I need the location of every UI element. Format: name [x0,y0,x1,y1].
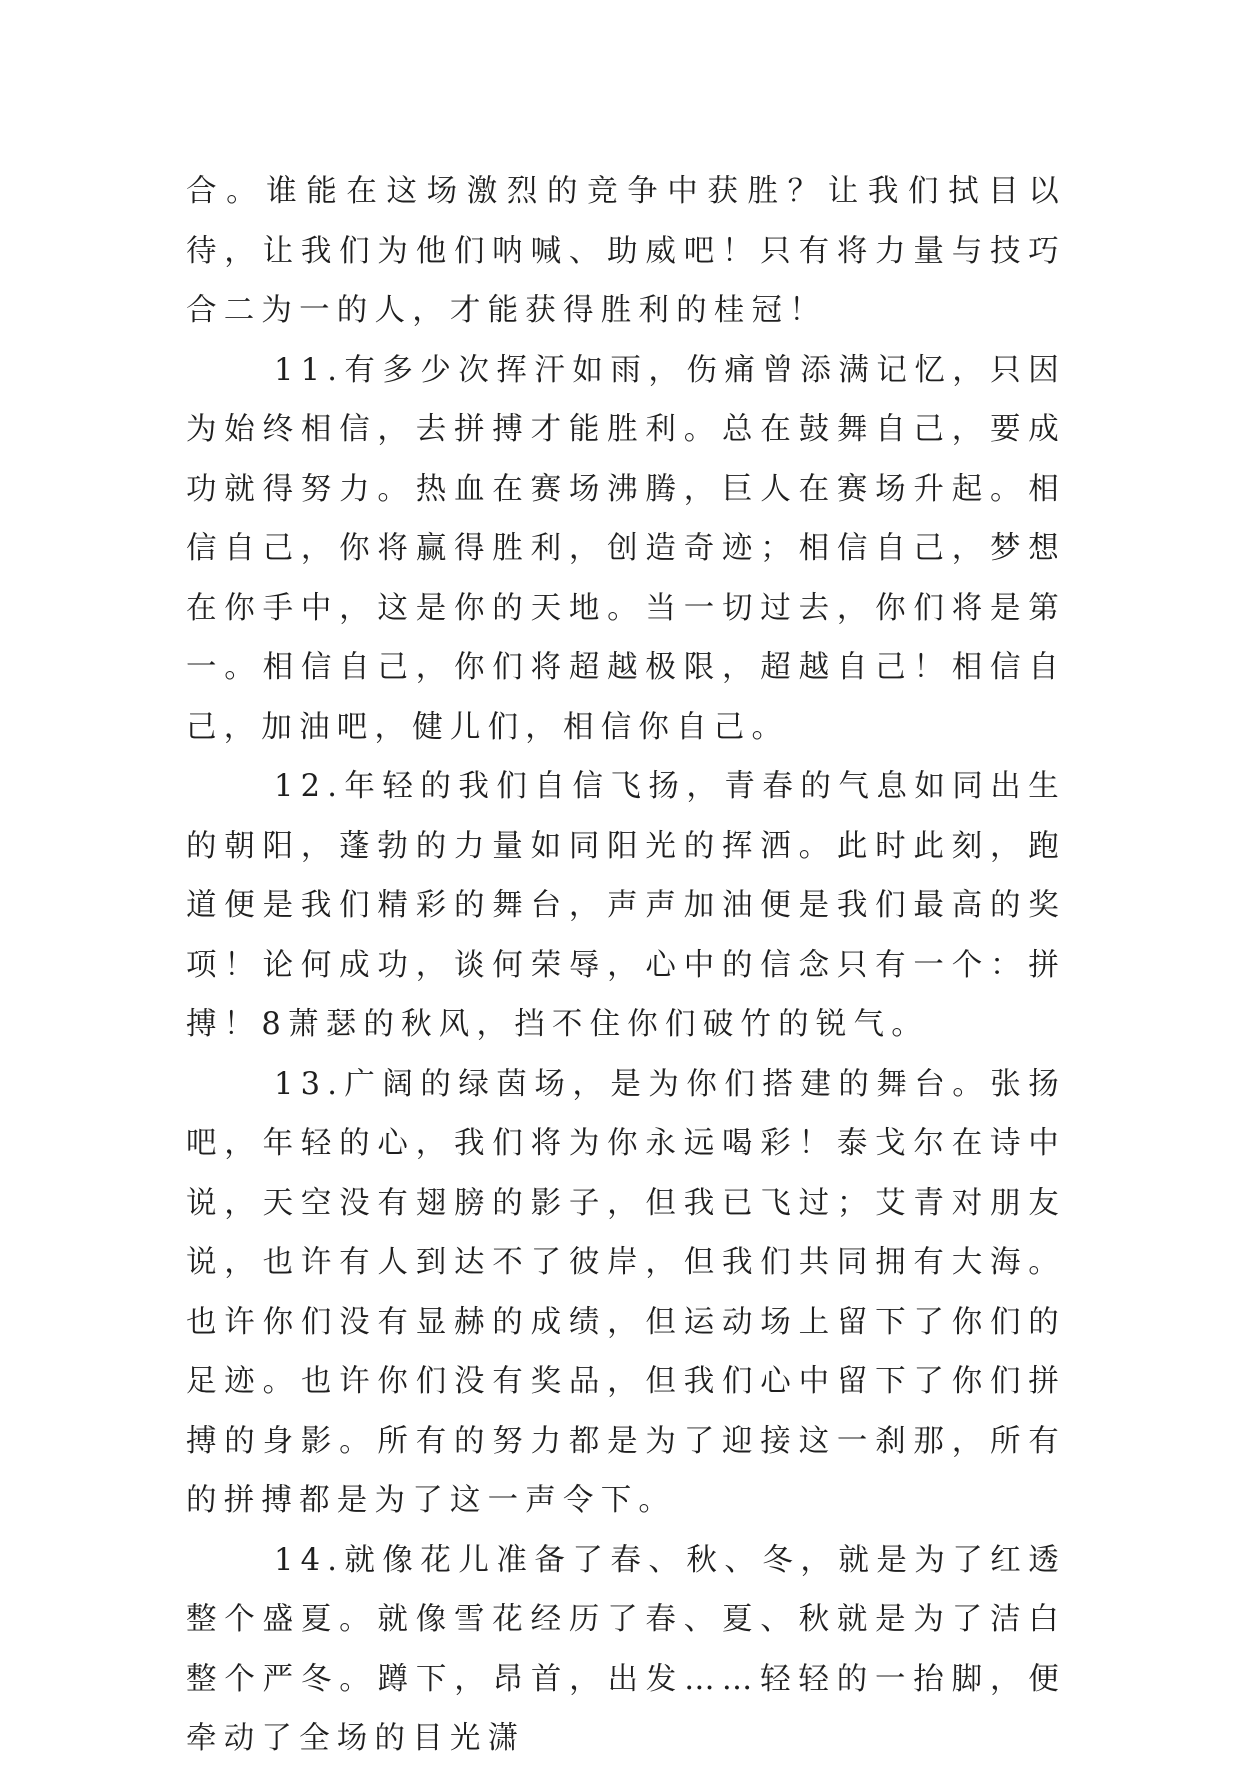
paragraph-continuation: 合。谁能在这场激烈的竞争中获胜？让我们拭目以待，让我们为他们呐喊、助威吧！只有将力量与技巧合二为一的人，才能获得胜利的桂冠！ [186,174,1066,328]
paragraph-14: 14.就像花儿准备了春、秋、冬，就是为了红透整个盛夏。就像雪花经历了春、夏、秋就是为了洁白整个严冬。蹲下，昂首，出发……轻轻的一抬脚，便牵动了全场的目光潇 [186,1542,1066,1756]
paragraph-11: 11.有多少次挥汗如雨，伤痛曾添满记忆，只因为始终相信，去拼搏才能胜利。总在鼓舞自己，要成功就得努力。热血在赛场沸腾，巨人在赛场升起。相信自己，你将赢得胜利，创造奇迹；相信自己，梦想在你手中，这是你的天地。当一切过去，你们将是第一。相信自己，你们将超越极限，超越自己！相信自己，加油吧，健儿们，相信你自己。 [186,352,1066,745]
paragraph-12: 12.年轻的我们自信飞扬，青春的气息如同出生的朝阳，蓬勃的力量如同阳光的挥洒。此时此刻，跑道便是我们精彩的舞台，声声加油便是我们最高的奖项！论何成功，谈何荣辱，心中的信念只有一个：拼搏！8萧瑟的秋风，挡不住你们破竹的锐气。 [186,769,1066,1042]
document-page [186,162,1066,1769]
paragraph-13: 13.广阔的绿茵场，是为你们搭建的舞台。张扬吧，年轻的心，我们将为你永远喝彩！泰戈尔在诗中说，天空没有翅膀的影子，但我已飞过；艾青对朋友说，也许有人到达不了彼岸，但我们共同拥有大海。也许你们没有显赫的成绩，但运动场上留下了你们的足迹。也许你们没有奖品，但我们心中留下了你们拼搏的身影。所有的努力都是为了迎接这一刹那，所有的拼搏都是为了这一声令下。 [186,1066,1066,1518]
